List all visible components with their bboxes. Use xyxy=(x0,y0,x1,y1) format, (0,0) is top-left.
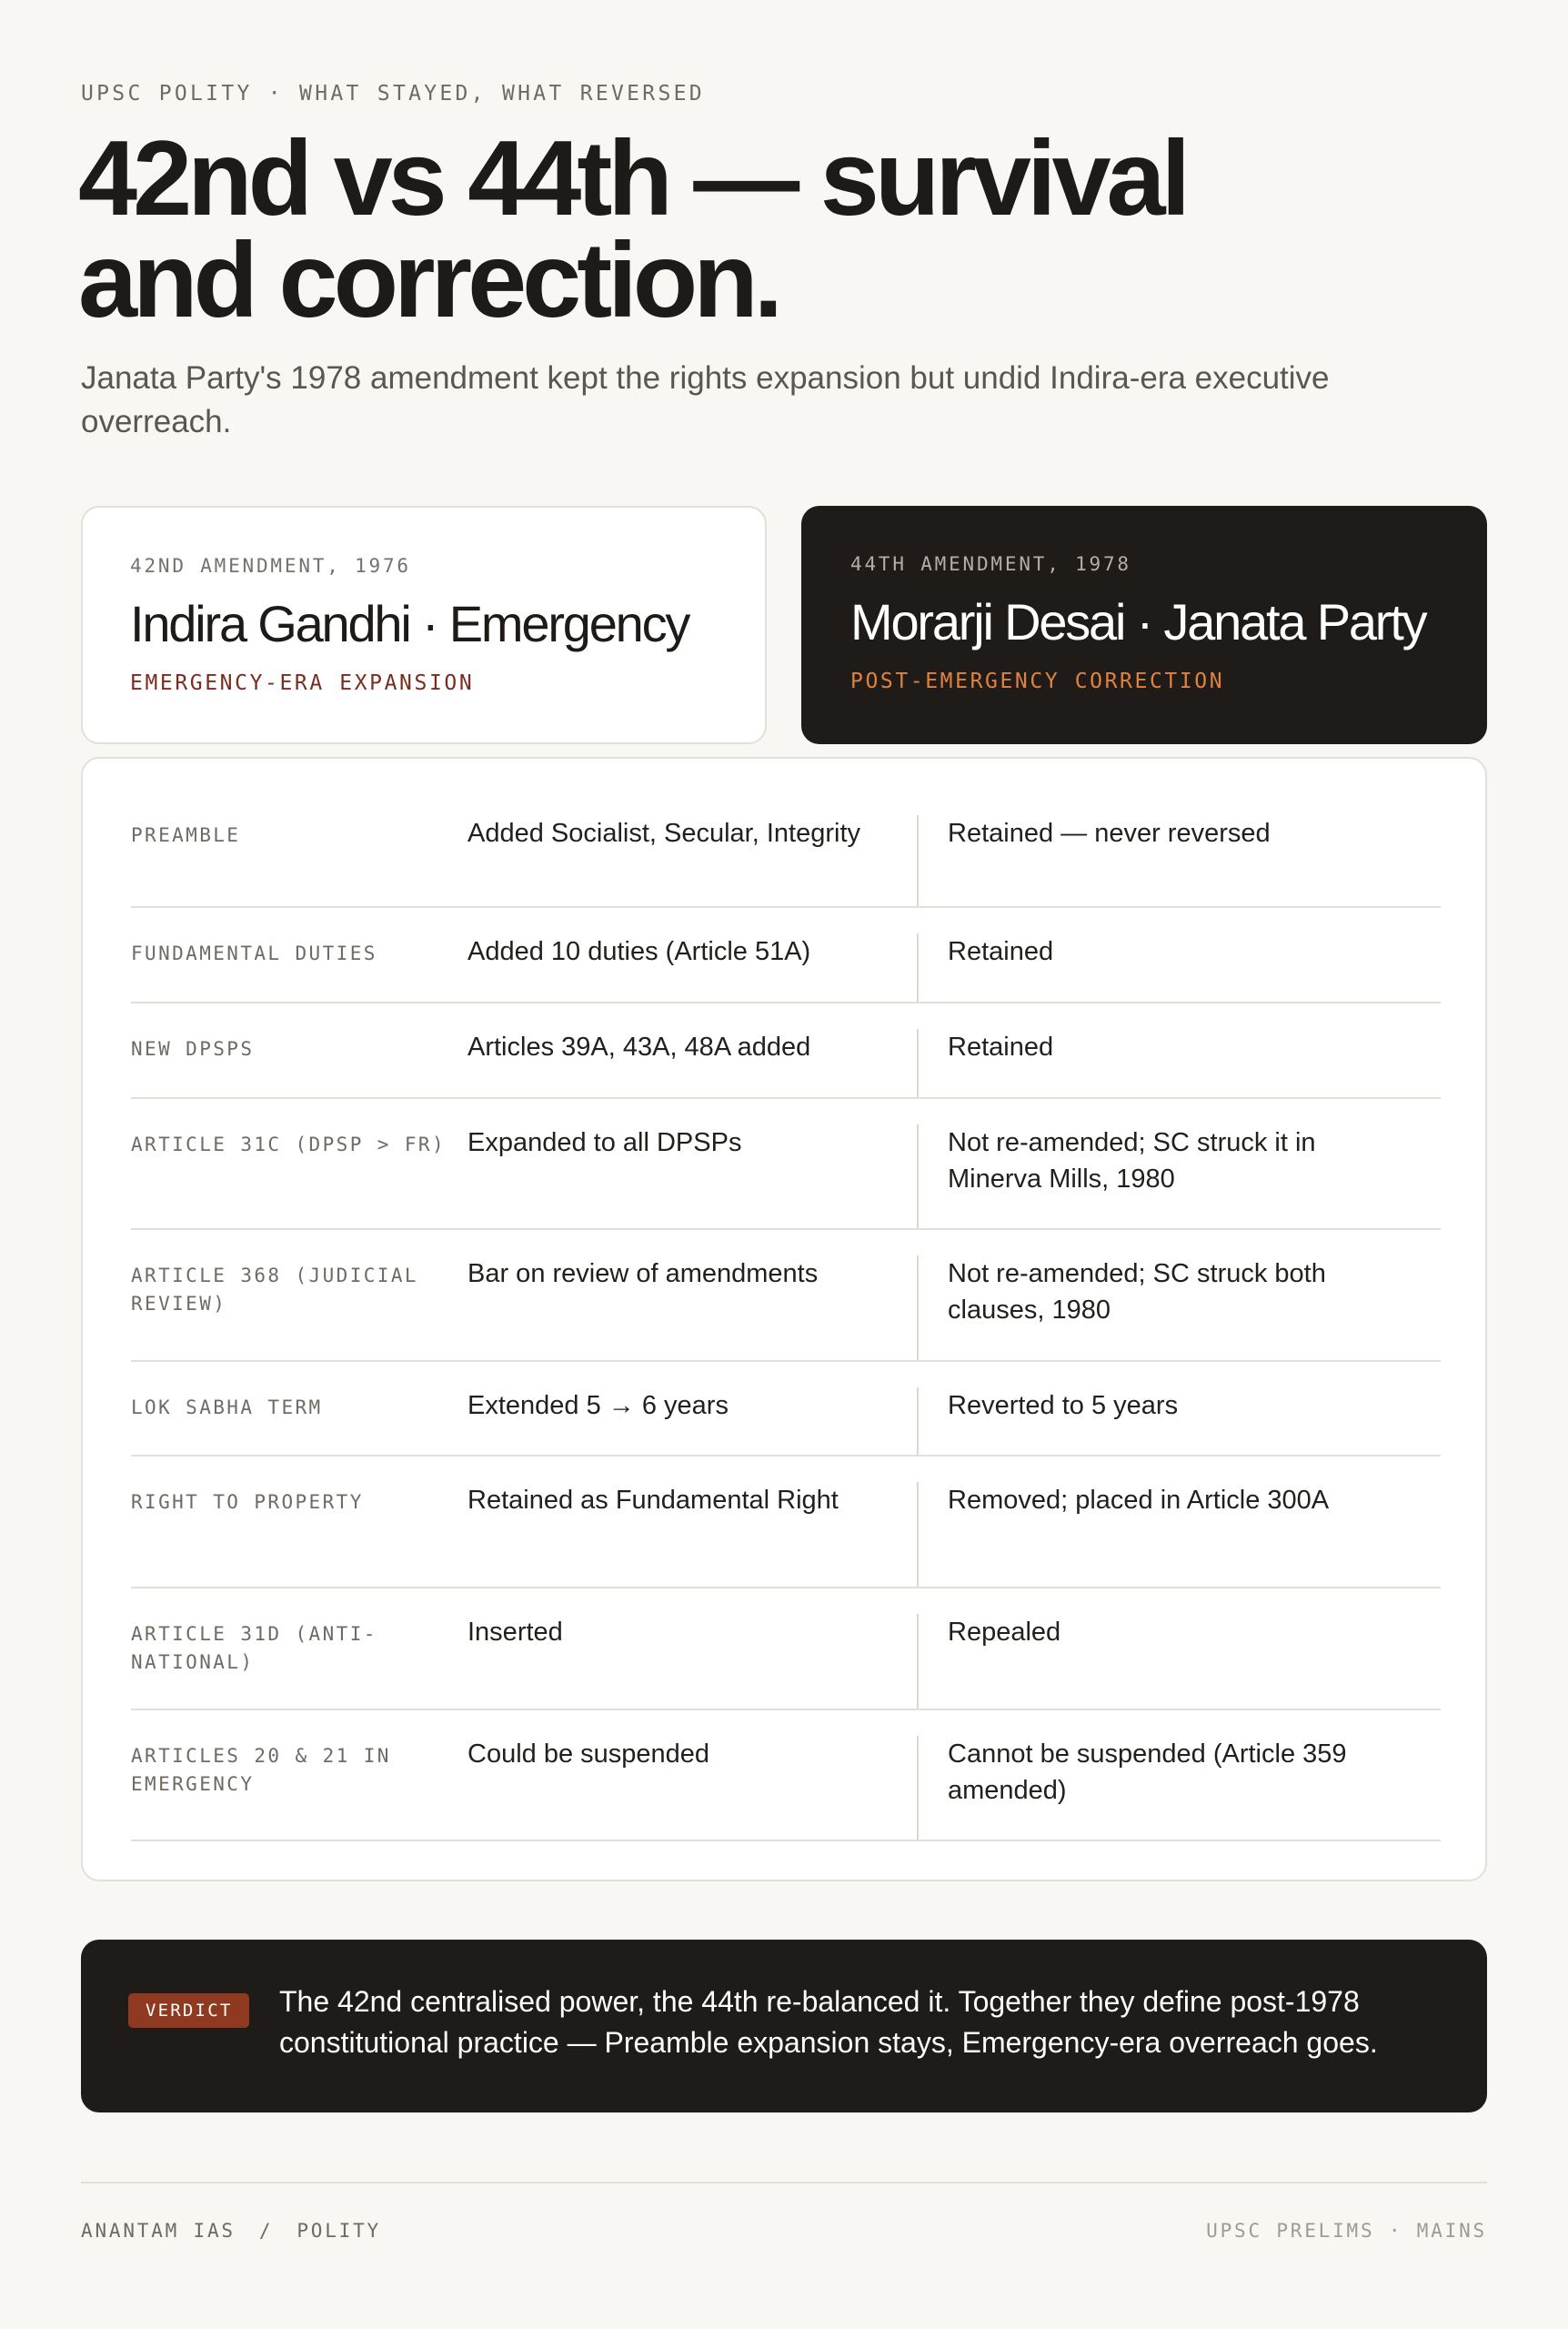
row-42nd-value: Inserted xyxy=(467,1618,563,1647)
footer-brand: ANANTAM IAS xyxy=(81,2220,236,2242)
row-label: ARTICLE 31D (ANTI-NATIONAL) xyxy=(131,1623,377,1673)
card-42nd-amendment xyxy=(81,506,767,744)
row-label: ARTICLE 31C (DPSP > FR) xyxy=(131,1134,446,1155)
row-42nd-value: Bar on review of amendments xyxy=(467,1259,819,1288)
row-42nd-value: Retained as Fundamental Right xyxy=(467,1486,839,1515)
row-label: ARTICLE 368 (JUDICIAL REVIEW) xyxy=(131,1265,418,1315)
page-title-line-2: and correction. xyxy=(78,220,779,339)
row-42nd-value: Could be suspended xyxy=(467,1739,710,1769)
page-title xyxy=(78,118,1442,339)
row-label: RIGHT TO PROPERTY xyxy=(131,1491,364,1513)
verdict-badge: VERDICT xyxy=(128,1993,249,2028)
table-row xyxy=(131,1588,1441,1710)
verdict-text: The 42nd centralised power, the 44th re-balanced it. Together they define post-1978 constitutional practice — Preamble expansion stays, Emergency-era overreach goes. xyxy=(279,1985,1378,2059)
page-kicker: UPSC POLITY · WHAT STAYED, WHAT REVERSED xyxy=(81,82,705,106)
table-row xyxy=(131,1099,1441,1230)
footer-breadcrumb xyxy=(81,2220,381,2242)
row-44th-value: Retained xyxy=(917,1029,1357,1097)
table-row xyxy=(131,1710,1441,1841)
row-42nd-value: Articles 39A, 43A, 48A added xyxy=(467,1033,811,1062)
table-row xyxy=(131,1230,1441,1362)
row-42nd-value: Extended 5 → 6 years xyxy=(467,1391,729,1420)
row-44th-value: Reverted to 5 years xyxy=(917,1387,1357,1455)
card-42nd-name: Indira Gandhi · Emergency xyxy=(130,595,689,652)
row-44th-value: Not re-amended; SC struck it in Minerva Mills, 1980 xyxy=(917,1124,1357,1228)
card-42nd-year: 42ND AMENDMENT, 1976 xyxy=(130,555,411,577)
page-title-line-1: 42nd vs 44th — survival xyxy=(78,118,1187,237)
row-label: PREAMBLE xyxy=(131,824,241,846)
row-44th-value: Cannot be suspended (Article 359 amended) xyxy=(917,1736,1357,1840)
footer-separator: / xyxy=(258,2220,274,2242)
footer-exam-tag: UPSC PRELIMS · MAINS xyxy=(1206,2220,1487,2242)
table-row xyxy=(131,1003,1441,1099)
row-label: FUNDAMENTAL DUTIES xyxy=(131,943,377,964)
table-row xyxy=(131,790,1441,908)
row-42nd-value: Expanded to all DPSPs xyxy=(467,1128,742,1157)
page-subtitle: Janata Party's 1978 amendment kept the rights expansion but undid Indira-era executive overreach. xyxy=(81,360,1330,439)
table-row xyxy=(131,1362,1441,1457)
table-row xyxy=(131,1457,1441,1588)
row-44th-value: Retained xyxy=(917,933,1357,1002)
row-44th-value: Removed; placed in Article 300A xyxy=(917,1482,1357,1587)
card-42nd-tag: EMERGENCY-ERA EXPANSION xyxy=(130,671,475,695)
verdict-panel xyxy=(81,1940,1487,2112)
row-42nd-value: Added Socialist, Secular, Integrity xyxy=(467,819,861,848)
row-label: ARTICLES 20 & 21 IN EMERGENCY xyxy=(131,1745,391,1795)
comparison-table xyxy=(81,757,1487,1881)
footer-divider xyxy=(81,2182,1487,2183)
card-44th-name: Morarji Desai · Janata Party xyxy=(850,593,1426,650)
card-44th-amendment xyxy=(801,506,1487,744)
card-44th-tag: POST-EMERGENCY CORRECTION xyxy=(850,670,1225,693)
comparison-rows xyxy=(131,790,1441,1841)
row-44th-value: Repealed xyxy=(917,1614,1357,1709)
card-44th-year: 44TH AMENDMENT, 1978 xyxy=(850,553,1131,575)
row-label: LOK SABHA TERM xyxy=(131,1396,323,1418)
row-44th-value: Not re-amended; SC struck both clauses, 1980 xyxy=(917,1255,1357,1360)
table-row xyxy=(131,908,1441,1003)
footer-section: POLITY xyxy=(297,2220,381,2242)
row-44th-value: Retained — never reversed xyxy=(917,815,1357,906)
row-label: NEW DPSPS xyxy=(131,1038,255,1060)
row-42nd-value: Added 10 duties (Article 51A) xyxy=(467,937,811,966)
